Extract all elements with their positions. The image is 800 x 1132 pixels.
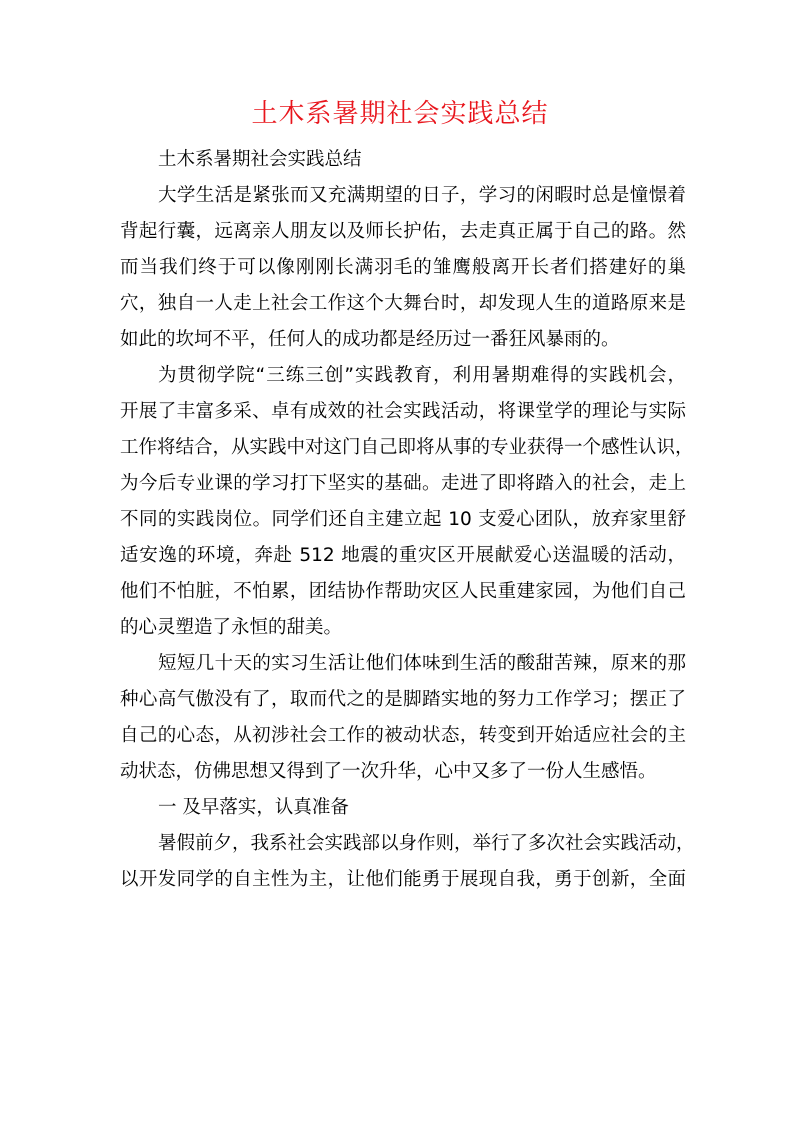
paragraph-line: 他们不怕脏，不怕累，团结协作帮助灾区人民重建家园，为他们自己 [120, 581, 686, 602]
paragraph-line: 动状态，仿佛思想又得到了一次升华，心中又多了一份人生感悟。 [120, 761, 657, 782]
paragraph-line: 如此的坎坷不平，任何人的成功都是经历过一番狂风暴雨的。 [120, 329, 620, 350]
paragraph-line: 种心高气傲没有了，取而代之的是脚踏实地的努力工作学习；摆正了 [120, 689, 686, 710]
subtitle-line: 土木系暑期社会实践总结 [158, 149, 362, 170]
paragraph-line: 为贯彻学院“三练三创”实践教育，利用暑期难得的实践机会， [158, 365, 686, 386]
paragraph-line: 大学生活是紧张而又充满期望的日子，学习的闲暇时总是憧憬着 [158, 185, 686, 206]
paragraph-line: 以开发同学的自主性为主，让他们能勇于展现自我，勇于创新，全面 [120, 869, 686, 890]
paragraph-line: 适安逸的环境，奔赴 512 地震的重灾区开展献爱心送温暖的活动， [120, 545, 686, 566]
paragraph-line: 自己的心态，从初涉社会工作的被动状态，转变到开始适应社会的主 [120, 725, 686, 746]
paragraph-line: 短短几十天的实习生活让他们体味到生活的酸甜苦辣，原来的那 [158, 653, 686, 674]
paragraph-line: 暑假前夕，我系社会实践部以身作则，举行了多次社会实践活动， [158, 833, 695, 854]
paragraph-line: 工作将结合，从实践中对这门自己即将从事的专业获得一个感性认识， [120, 437, 694, 458]
document-title: 土木系暑期社会实践总结 [251, 99, 549, 129]
paragraph-line: 不同的实践岗位。同学们还自主建立起 10 支爱心团队，放弃家里舒 [120, 509, 686, 530]
document-body [120, 142, 695, 898]
paragraph-line: 而当我们终于可以像刚刚长满羽毛的雏鹰般离开长者们搭建好的巢 [120, 257, 686, 278]
paragraph-line: 为今后专业课的学习打下坚实的基础。走进了即将踏入的社会，走上 [120, 473, 686, 494]
paragraph-line: 开展了丰富多采、卓有成效的社会实践活动，将课堂学的理论与实际 [120, 401, 686, 422]
paragraph-line: 背起行囊，远离亲人朋友以及师长护佑，去走真正属于自己的路。然 [120, 221, 686, 242]
paragraph-line: 穴，独自一人走上社会工作这个大舞台时，却发现人生的道路原来是 [120, 293, 686, 314]
paragraph-line: 的心灵塑造了永恒的甜美。 [120, 617, 343, 638]
section-heading: 一 及早落实，认真准备 [158, 797, 349, 818]
